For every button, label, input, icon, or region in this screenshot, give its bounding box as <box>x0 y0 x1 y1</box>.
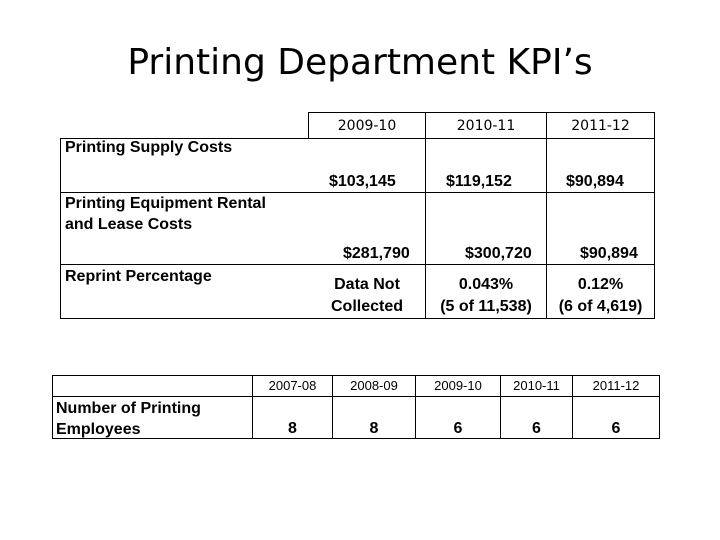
kpi-row-label: Printing Equipment Rental <box>65 195 266 212</box>
kpi-value: 0.043% <box>458 276 514 293</box>
kpi-value: $300,720 <box>465 245 532 262</box>
kpi-row-label: and Lease Costs <box>65 216 193 233</box>
kpi-value: $90,894 <box>566 173 624 190</box>
employees-grid-line <box>52 396 660 397</box>
employees-grid-line <box>52 375 660 376</box>
kpi-grid-line <box>60 264 654 265</box>
kpi-value: (5 of 11,538) <box>440 298 532 315</box>
kpi-year-header: 2009-10 <box>337 118 397 134</box>
employees-grid-line <box>52 375 53 439</box>
kpi-grid-line <box>60 138 61 319</box>
kpi-value: (6 of 4,619) <box>558 298 643 315</box>
kpi-value: $90,894 <box>580 245 638 262</box>
kpi-year-header: 2010-11 <box>456 118 516 134</box>
kpi-grid-line <box>60 318 655 319</box>
employees-value: 8 <box>288 420 297 437</box>
kpi-value: $103,145 <box>329 173 396 190</box>
employees-row-label: Employees <box>56 421 141 438</box>
kpi-value: 0.12% <box>577 276 624 293</box>
employees-year-header: 2007-08 <box>268 378 317 393</box>
employees-value: 6 <box>532 420 541 437</box>
employees-value: 6 <box>453 420 463 437</box>
employees-year-header: 2011-12 <box>592 378 640 393</box>
kpi-value: Data Not <box>334 276 400 293</box>
employees-row-label: Number of Printing <box>56 400 201 417</box>
kpi-grid-line <box>308 112 654 113</box>
employees-year-header: 2009-10 <box>434 378 482 393</box>
kpi-row-label: Reprint Percentage <box>65 268 212 285</box>
page-title: Printing Department KPI’s <box>127 42 593 83</box>
employees-grid-line <box>52 438 660 439</box>
employees-value: 6 <box>611 420 621 437</box>
kpi-row-label: Printing Supply Costs <box>65 139 233 156</box>
kpi-value: $281,790 <box>343 245 410 262</box>
kpi-year-header: 2011-12 <box>571 118 630 134</box>
employees-value: 8 <box>369 420 379 437</box>
kpi-value: $119,152 <box>446 173 512 190</box>
employees-year-header: 2008-09 <box>350 378 398 393</box>
employees-year-header: 2010-11 <box>513 378 560 393</box>
kpi-value: Collected <box>330 298 403 315</box>
kpi-grid-line <box>654 112 655 319</box>
employees-grid-line <box>659 375 660 439</box>
